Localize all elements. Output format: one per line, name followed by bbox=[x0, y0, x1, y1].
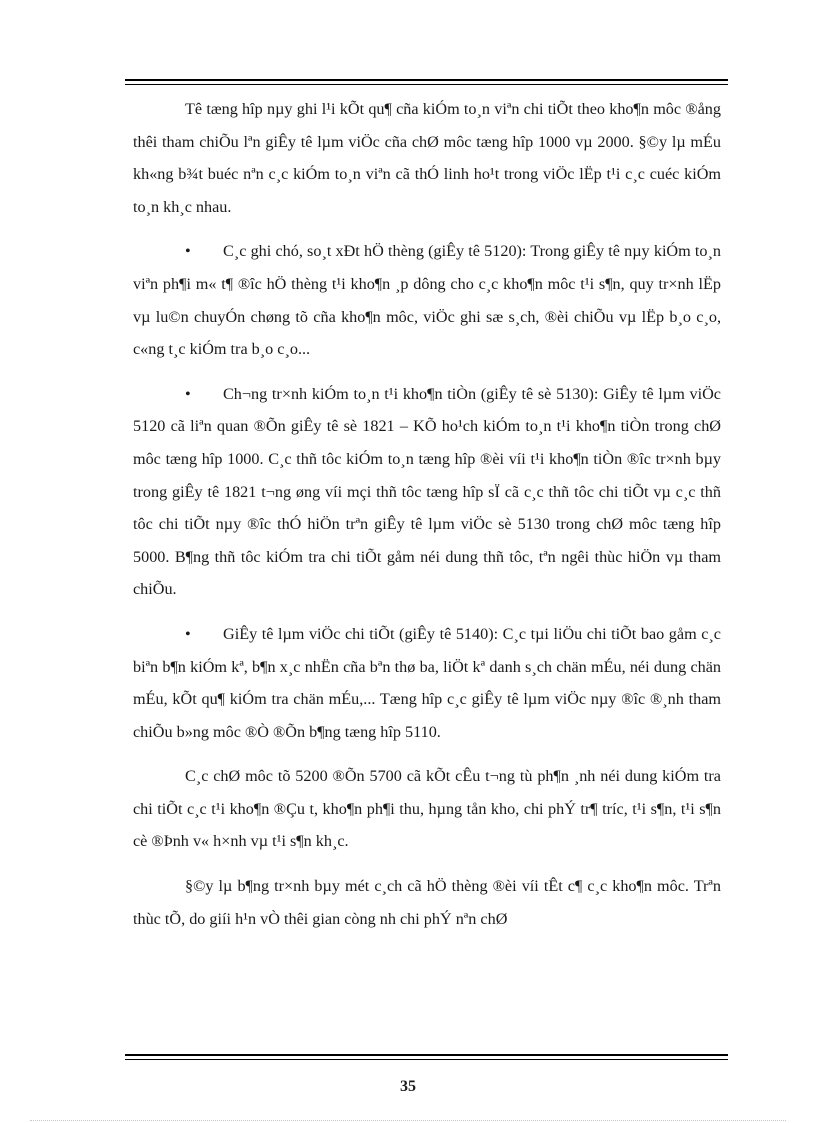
bullet-paragraph bbox=[133, 618, 721, 748]
page-body bbox=[133, 93, 721, 935]
bullet-icon: • bbox=[185, 242, 191, 261]
bullet-icon: • bbox=[185, 384, 191, 403]
footer-rule-thin bbox=[125, 1059, 728, 1060]
paragraph: C¸c chØ môc tõ 5200 ®Õn 5700 cã kÕt cÊu t¬ng tù ph¶n ¸nh néi dung kiÓm tra chi tiÕt c¸c t¹i kho¶n ®Çu t, kho¶n ph¶i thu, hµng tån kho, chi phÝ tr¶ tríc, t¹i s¶n, t¹i s¶n cè ®Þnh v« h×nh vµ t¹i s¶n kh¸c. bbox=[133, 767, 721, 851]
bullet-text: Ch¬ng tr×nh kiÓm to¸n t¹i kho¶n tiÒn (giÊy tê sè 5130): GiÊy tê lµm viÖc 5120 cã liªn quan ®Õn giÊy tê sè 1821 – KÕ ho¹ch kiÓm to¸n t¹i kho¶n tiÒn trong chØ môc tæng hîp 1000. C¸c thñ tôc kiÓm to¸n tæng hîp ®èi víi t¹i kho¶n tiÒn ®îc tr×nh bµy trong giÊy tê 1821 t¬ng øng víi mçi thñ tôc tæng hîp sÏ cã c¸c thñ tôc chi tiÕt vµ c¸c thñ tôc chi tiÕt nµy ®îc thÓ hiÖn trªn giÊy tê lµm viÖc sè 5130 trong chØ môc tæng hîp 5000. B¶ng thñ tôc kiÓm tra chi tiÕt gåm néi dung thñ tôc, tªn ngêi thùc hiÖn vµ tham chiÕu. bbox=[133, 384, 721, 599]
bullet-paragraph bbox=[133, 378, 721, 606]
header-rule-thick bbox=[125, 79, 728, 81]
bullet-text: GiÊy tê lµm viÖc chi tiÕt (giÊy tê 5140): C¸c tµi liÖu chi tiÕt bao gåm c¸c biªn b¶n kiÓm kª, b¶n x¸c nhËn cña bªn thø ba, liÖt kª danh s¸ch chän mÉu, néi dung chän mÉu, kÕt qu¶ kiÓm tra chän mÉu,... Tæng hîp c¸c giÊy tê lµm viÖc nµy ®îc ®¸nh tham chiÕu b»ng môc ®Ò ®Õn b¶ng tæng hîp 5110. bbox=[133, 624, 721, 741]
header-rule-thin bbox=[125, 84, 728, 85]
bullet-paragraph bbox=[133, 235, 721, 365]
page-number: 35 bbox=[400, 1078, 416, 1095]
bullet-icon: • bbox=[185, 624, 191, 643]
page-bottom-dotted-edge bbox=[30, 1120, 786, 1121]
bullet-text: C¸c ghi chó, so¸t xÐt hÖ thèng (giÊy tê 5120): Trong giÊy tê nµy kiÓm to¸n viªn ph¶i m« t¶ ®îc hÖ thèng t¹i kho¶n ¸p dông cho c¸c kho¶n môc t¹i s¶n, quy tr×nh lËp vµ lu©n chuyÓn chøng tõ cña kho¶n môc, viÖc ghi sæ s¸ch, ®èi chiÕu vµ lËp b¸o c¸o, c«ng t¸c kiÓm tra b¸o c¸o... bbox=[133, 242, 721, 359]
footer-rule-thick bbox=[125, 1054, 728, 1056]
paragraph: §©y lµ b¶ng tr×nh bµy mét c¸ch cã hÖ thèng ®èi víi tÊt c¶ c¸c kho¶n môc. Trªn thùc tÕ, do giíi h¹n vÒ thêi gian còng nh chi phÝ nªn chØ bbox=[133, 877, 721, 928]
paragraph: Tê tæng hîp nµy ghi l¹i kÕt qu¶ cña kiÓm to¸n viªn chi tiÕt theo kho¶n môc ®ång thêi tham chiÕu lªn giÊy tê lµm viÖc cña chØ môc tæng hîp 1000 vµ 2000. §©y lµ mÉu kh«ng b¾t buéc nªn c¸c kiÓm to¸n viªn cã thÓ linh ho¹t trong viÖc lËp t¹i c¸c cuéc kiÓm to¸n kh¸c nhau. bbox=[133, 100, 721, 216]
